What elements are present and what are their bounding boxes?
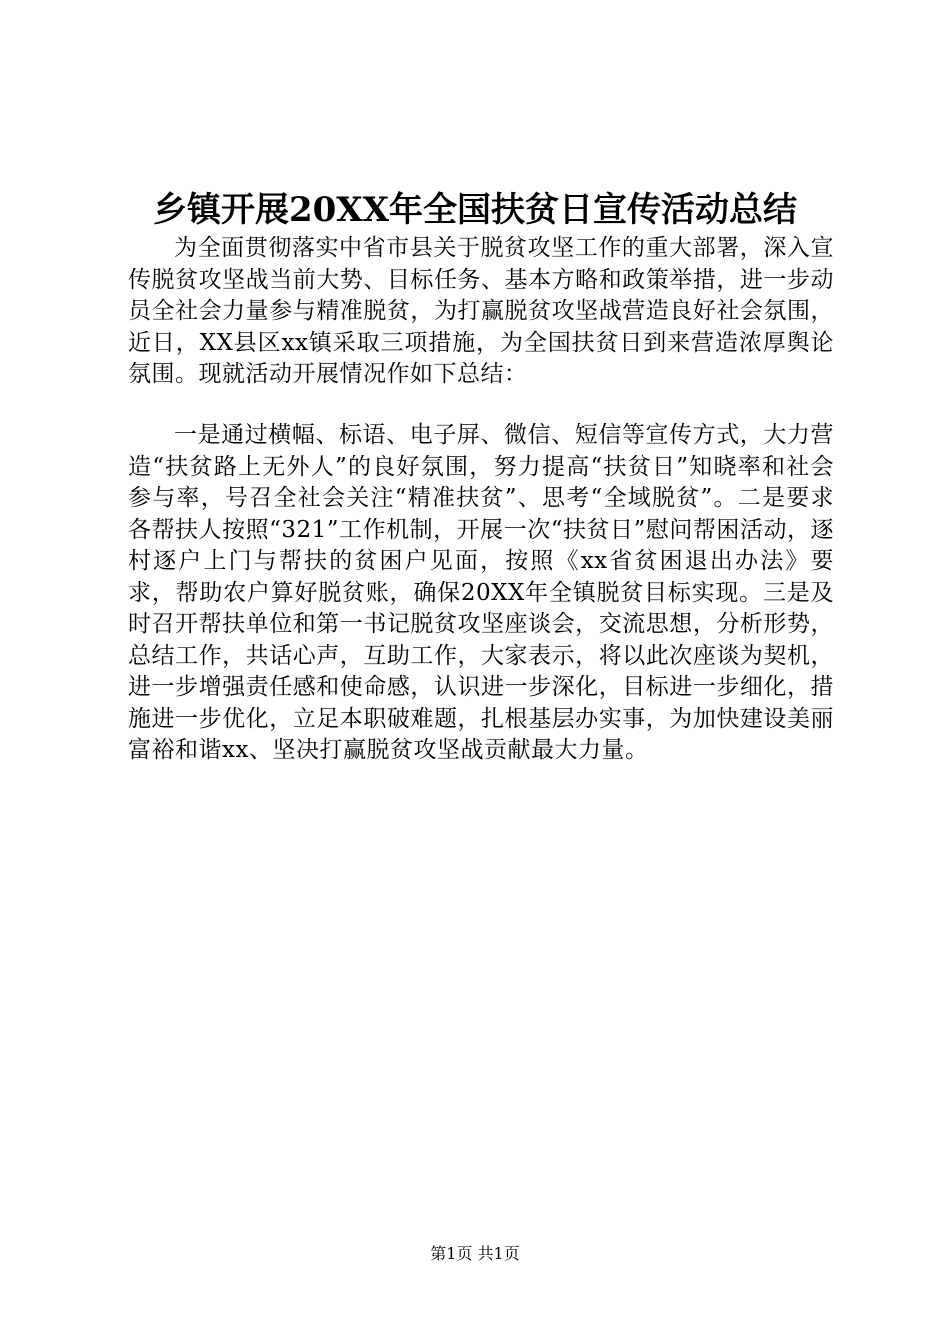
page-number-footer: 第1页 共1页 <box>430 1244 520 1263</box>
document-title: 乡镇开展20XX年全国扶贫日宣传活动总结 <box>152 190 798 230</box>
body-paragraph-measures: 一是通过横幅、标语、电子屏、微信、短信等宣传方式，大力营造“扶贫路上无外人”的良好氛围，努力提高“扶贫日”知晓率和社会参与率，号召全社会关注“精准扶贫”、思考“全域脱贫”。二是要求各帮扶人按照“321”工作机制，开展一次“扶贫日”慰问帮困活动，逐村逐户上门与帮扶的贫困户见面，按照《xx省贫困退出办法》要求，帮助农户算好脱贫账，确保20XX年全镇脱贫目标实现。三是及时召开帮扶单位和第一书记脱贫攻坚座谈会，交流思想，分析形势，总结工作，共话心声，互助工作，大家表示，将以此次座谈为契机，进一步增强责任感和使命感，认识进一步深化，目标进一步细化，措施进一步优化，立足本职破难题，扎根基层办实事，为加快建设美丽富裕和谐xx、坚决打赢脱贫攻坚战贡献最大力量。 <box>128 422 834 763</box>
body-paragraph-intro: 为全面贯彻落实中省市县关于脱贫攻坚工作的重大部署，深入宣传脱贫攻坚战当前大势、目标任务、基本方略和政策举措，进一步动员全社会力量参与精准脱贫，为打赢脱贫攻坚战营造良好社会氛围，近日，XX县区xx镇采取三项措施，为全国扶贫日到来营造浓厚舆论氛围。现就活动开展情况作如下总结： <box>128 235 834 387</box>
